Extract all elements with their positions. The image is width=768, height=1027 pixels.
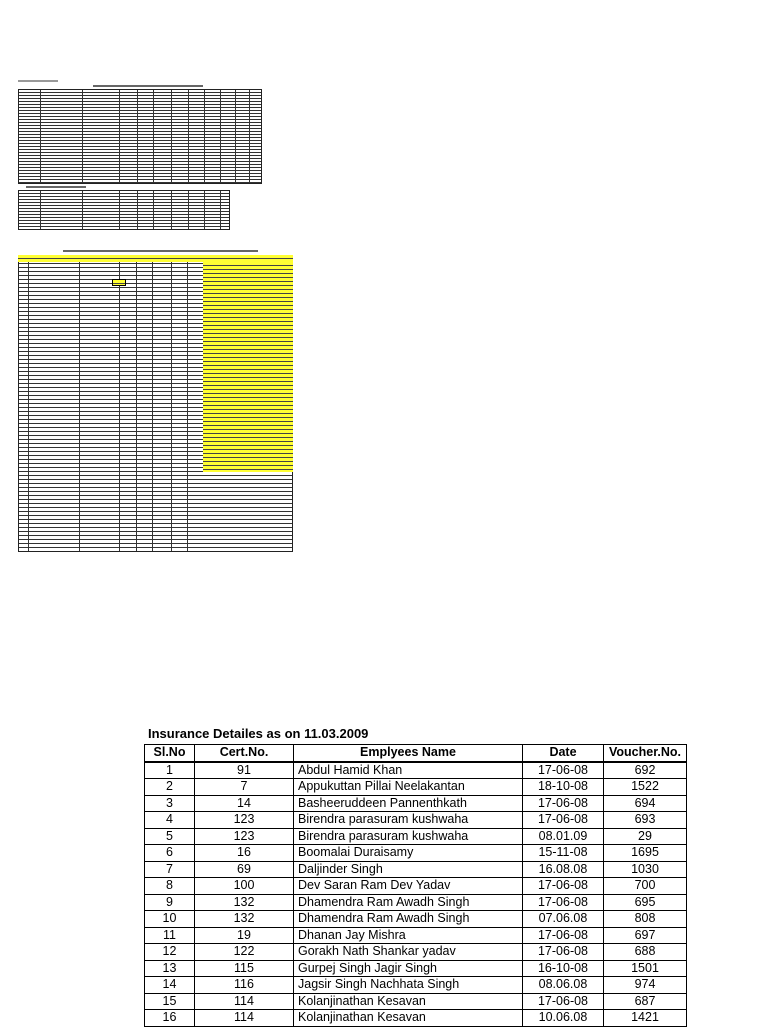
cell-cert-no: 114 bbox=[195, 993, 294, 1010]
mini-table bbox=[18, 89, 262, 184]
cell-date: 17-06-08 bbox=[523, 993, 604, 1010]
cell-employee-name: Birendra parasuram kushwaha bbox=[294, 812, 523, 829]
cell-voucher-no: 687 bbox=[604, 993, 687, 1010]
cell-voucher-no: 974 bbox=[604, 977, 687, 994]
table-row bbox=[145, 762, 687, 779]
insurance-table bbox=[144, 744, 687, 1027]
spreadsheet-thumbnail-1 bbox=[18, 80, 263, 184]
cell-date: 16-10-08 bbox=[523, 960, 604, 977]
table-row bbox=[145, 977, 687, 994]
cell-cert-no: 123 bbox=[195, 812, 294, 829]
cell-cert-no: 100 bbox=[195, 878, 294, 895]
cell-date: 08.06.08 bbox=[523, 977, 604, 994]
cell-employee-name: Dhamendra Ram Awadh Singh bbox=[294, 894, 523, 911]
column-header-voucher-no: Voucher.No. bbox=[604, 745, 687, 762]
cell-employee-name: Dhamendra Ram Awadh Singh bbox=[294, 911, 523, 928]
cell-slno: 3 bbox=[145, 795, 195, 812]
table-row bbox=[145, 828, 687, 845]
cell-employee-name: Dev Saran Ram Dev Yadav bbox=[294, 878, 523, 895]
cell-date: 10.06.08 bbox=[523, 1010, 604, 1027]
spreadsheet-thumbnail-2 bbox=[18, 186, 231, 230]
cell-employee-name: Appukuttan Pillai Neelakantan bbox=[294, 779, 523, 796]
cell-slno: 10 bbox=[145, 911, 195, 928]
cell-slno: 6 bbox=[145, 845, 195, 862]
thumbnail-title bbox=[93, 85, 203, 87]
cell-cert-no: 16 bbox=[195, 845, 294, 862]
cell-employee-name: Daljinder Singh bbox=[294, 861, 523, 878]
cell-slno: 5 bbox=[145, 828, 195, 845]
cell-cert-no: 7 bbox=[195, 779, 294, 796]
cell-slno: 7 bbox=[145, 861, 195, 878]
cell-employee-name: Gurpej Singh Jagir Singh bbox=[294, 960, 523, 977]
highlighted-header bbox=[18, 255, 293, 262]
cell-date: 15-11-08 bbox=[523, 845, 604, 862]
table-body bbox=[145, 762, 687, 1027]
cell-voucher-no: 693 bbox=[604, 812, 687, 829]
cell-slno: 13 bbox=[145, 960, 195, 977]
cell-date: 18-10-08 bbox=[523, 779, 604, 796]
cell-slno: 2 bbox=[145, 779, 195, 796]
table-row bbox=[145, 993, 687, 1010]
cell-cert-no: 69 bbox=[195, 861, 294, 878]
table-header-row bbox=[145, 745, 687, 762]
cell-cert-no: 114 bbox=[195, 1010, 294, 1027]
cell-voucher-no: 29 bbox=[604, 828, 687, 845]
highlighted-column bbox=[203, 262, 293, 472]
cell-cert-no: 122 bbox=[195, 944, 294, 961]
cell-cert-no: 91 bbox=[195, 762, 294, 779]
cell-voucher-no: 1501 bbox=[604, 960, 687, 977]
cell-date: 17-06-08 bbox=[523, 762, 604, 779]
table-row bbox=[145, 911, 687, 928]
table-row bbox=[145, 779, 687, 796]
cell-voucher-no: 695 bbox=[604, 894, 687, 911]
cell-cert-no: 132 bbox=[195, 894, 294, 911]
table-row bbox=[145, 812, 687, 829]
table-row bbox=[145, 861, 687, 878]
highlighted-cell bbox=[112, 279, 126, 286]
cell-slno: 11 bbox=[145, 927, 195, 944]
cell-cert-no: 19 bbox=[195, 927, 294, 944]
cell-cert-no: 132 bbox=[195, 911, 294, 928]
cell-date: 17-06-08 bbox=[523, 894, 604, 911]
cell-employee-name: Dhanan Jay Mishra bbox=[294, 927, 523, 944]
cell-employee-name: Basheeruddeen Pannenthkath bbox=[294, 795, 523, 812]
cell-cert-no: 123 bbox=[195, 828, 294, 845]
cell-voucher-no: 697 bbox=[604, 927, 687, 944]
insurance-title: Insurance Detailes as on 11.03.2009 bbox=[148, 726, 369, 741]
table-row bbox=[145, 944, 687, 961]
cell-slno: 9 bbox=[145, 894, 195, 911]
cell-slno: 1 bbox=[145, 762, 195, 779]
cell-date: 17-06-08 bbox=[523, 812, 604, 829]
cell-cert-no: 14 bbox=[195, 795, 294, 812]
cell-employee-name: Abdul Hamid Khan bbox=[294, 762, 523, 779]
table-row bbox=[145, 927, 687, 944]
cell-slno: 8 bbox=[145, 878, 195, 895]
cell-voucher-no: 1695 bbox=[604, 845, 687, 862]
cell-voucher-no: 1421 bbox=[604, 1010, 687, 1027]
thumbnail-title bbox=[63, 250, 258, 252]
table-row bbox=[145, 878, 687, 895]
cell-employee-name: Gorakh Nath Shankar yadav bbox=[294, 944, 523, 961]
cell-cert-no: 115 bbox=[195, 960, 294, 977]
thumbnail-title bbox=[26, 186, 86, 188]
cell-employee-name: Boomalai Duraisamy bbox=[294, 845, 523, 862]
cell-date: 07.06.08 bbox=[523, 911, 604, 928]
cell-date: 08.01.09 bbox=[523, 828, 604, 845]
cell-voucher-no: 700 bbox=[604, 878, 687, 895]
table-row bbox=[145, 795, 687, 812]
column-header-slno: Sl.No bbox=[145, 745, 195, 762]
mini-table bbox=[18, 190, 230, 230]
cell-voucher-no: 1522 bbox=[604, 779, 687, 796]
cell-date: 17-06-08 bbox=[523, 927, 604, 944]
cell-cert-no: 116 bbox=[195, 977, 294, 994]
cell-slno: 16 bbox=[145, 1010, 195, 1027]
cell-voucher-no: 694 bbox=[604, 795, 687, 812]
cell-slno: 14 bbox=[145, 977, 195, 994]
cell-voucher-no: 692 bbox=[604, 762, 687, 779]
cell-slno: 12 bbox=[145, 944, 195, 961]
table-row bbox=[145, 894, 687, 911]
cell-slno: 4 bbox=[145, 812, 195, 829]
cell-slno: 15 bbox=[145, 993, 195, 1010]
column-header-employee-name: Emplyees Name bbox=[294, 745, 523, 762]
cell-voucher-no: 808 bbox=[604, 911, 687, 928]
cell-employee-name: Kolanjinathan Kesavan bbox=[294, 993, 523, 1010]
column-header-cert-no: Cert.No. bbox=[195, 745, 294, 762]
cell-date: 16.08.08 bbox=[523, 861, 604, 878]
cell-employee-name: Jagsir Singh Nachhata Singh bbox=[294, 977, 523, 994]
cell-voucher-no: 688 bbox=[604, 944, 687, 961]
cell-employee-name: Kolanjinathan Kesavan bbox=[294, 1010, 523, 1027]
cell-date: 17-06-08 bbox=[523, 944, 604, 961]
cell-voucher-no: 1030 bbox=[604, 861, 687, 878]
thumbnail-caption bbox=[18, 80, 58, 82]
cell-date: 17-06-08 bbox=[523, 878, 604, 895]
spreadsheet-thumbnail-3 bbox=[18, 250, 294, 552]
cell-employee-name: Birendra parasuram kushwaha bbox=[294, 828, 523, 845]
column-header-date: Date bbox=[523, 745, 604, 762]
table-row bbox=[145, 960, 687, 977]
cell-date: 17-06-08 bbox=[523, 795, 604, 812]
table-row bbox=[145, 845, 687, 862]
